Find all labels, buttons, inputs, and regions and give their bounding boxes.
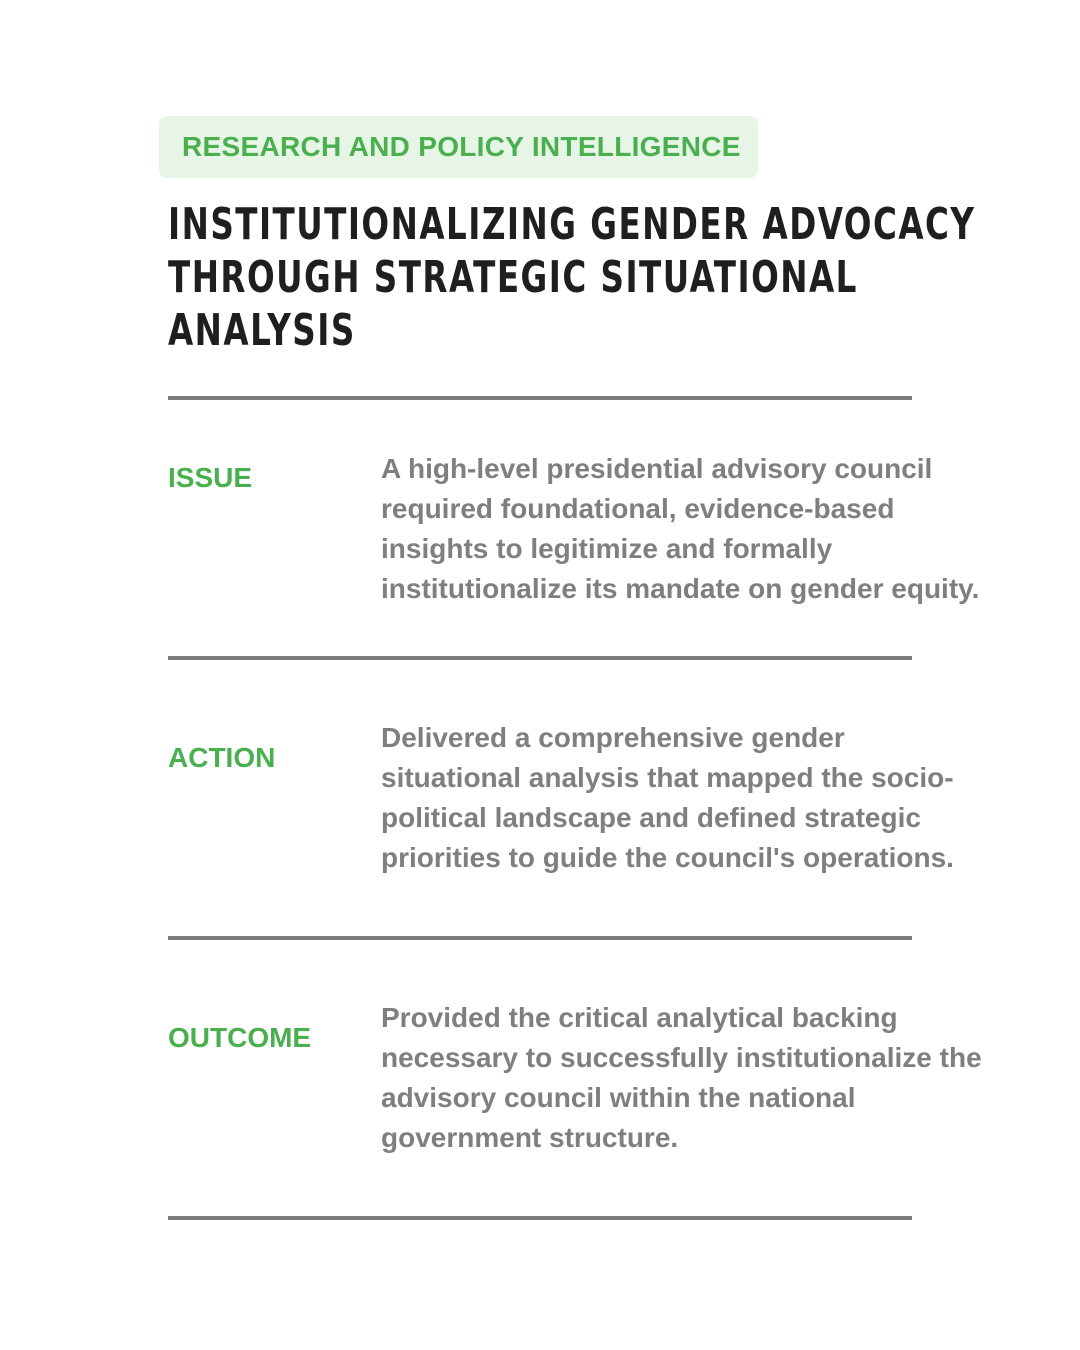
action-text-line: political landscape and defined strategic [381, 802, 921, 833]
action-label: ACTION [168, 742, 276, 773]
outcome-text [381, 998, 1041, 1158]
action-text [381, 718, 1041, 878]
divider [168, 656, 912, 660]
action-text-line: Delivered a comprehensive gender [381, 722, 845, 753]
issue-text-line: A high-level presidential advisory council [381, 453, 933, 484]
issue-label: ISSUE [168, 462, 253, 493]
page-title [168, 198, 976, 357]
outcome-label: OUTCOME [168, 1022, 312, 1053]
issue-text-line: institutionalize its mandate on gender equity. [381, 573, 980, 604]
divider [168, 1216, 912, 1220]
issue-text [381, 449, 1041, 609]
outcome-text-line: government structure. [381, 1122, 679, 1153]
category-tag-label: RESEARCH AND POLICY INTELLIGENCE [182, 131, 741, 162]
outcome-text-line: advisory council within the national [381, 1082, 856, 1113]
divider [168, 936, 912, 940]
divider [168, 396, 912, 400]
issue-text-line: insights to legitimize and formally [381, 533, 833, 564]
category-tag [159, 116, 758, 178]
action-text-line: situational analysis that mapped the socio- [381, 762, 954, 793]
title-line: THROUGH STRATEGIC SITUATIONAL [168, 252, 858, 303]
outcome-text-line: necessary to successfully institutionalize the [381, 1042, 982, 1073]
outcome-text-line: Provided the critical analytical backing [381, 1002, 898, 1033]
title-line: INSTITUTIONALIZING GENDER ADVOCACY [168, 199, 976, 250]
issue-text-line: required foundational, evidence-based [381, 493, 895, 524]
title-line: ANALYSIS [168, 305, 356, 356]
action-text-line: priorities to guide the council's operations. [381, 842, 954, 873]
